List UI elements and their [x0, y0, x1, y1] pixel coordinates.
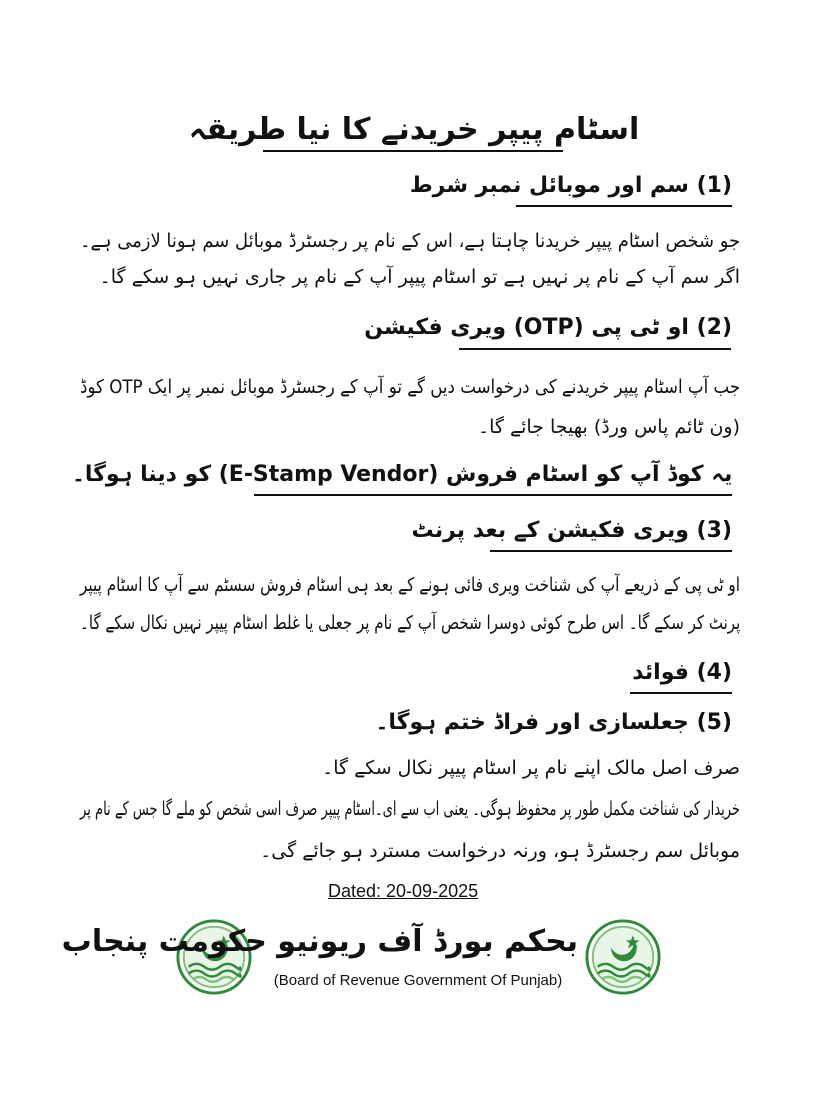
section-1-heading: (1) سم اور موبائل نمبر شرط — [409, 173, 732, 198]
section-3-line-2: پرنٹ کر سکے گا۔ اس طرح کوئی دوسرا شخص آپ کے نام پر جعلی یا غلط اسٹام پیپر نہیں نکال سکے گا۔ — [79, 612, 740, 634]
page-title: اسٹام پیپر خریدنے کا نیا طریقہ — [188, 112, 640, 147]
section-5-line-2: خریدار کی شناخت مکمل طور پر محفوظ ہوگی۔ یعنی اب سے ای۔اسٹام پیپر صرف اسی شخص کو ملے گا جس کے نام پر — [80, 798, 740, 820]
section-2-line-2: (ون ٹائم پاس ورڈ) بھیجا جائے گا۔ — [477, 416, 740, 438]
footer-english-authority: (Board of Revenue Government Of Punjab) — [273, 972, 563, 989]
section-5-line-3: موبائل سم رجسٹرڈ ہو، ورنہ درخواست مسترد ہو جائے گی۔ — [260, 840, 740, 862]
section-1-underline — [516, 205, 732, 207]
section-2-underline — [459, 348, 731, 350]
section-3-heading: (3) ویری فکیشن کے بعد پرنٹ — [411, 518, 732, 543]
footer-urdu-authority: بحکم بورڈ آف ریونیو حکومت پنجاب — [61, 924, 578, 959]
dated-label: Dated: 20-09-2025 — [328, 881, 479, 901]
section-3-line-1: او ٹی پی کے ذریعے آپ کی شناخت ویری فائی ہونے کے بعد ہی اسٹام فروش سسٹم سے آپ کا اسٹام پیپر — [79, 574, 740, 596]
section-4-heading: (4) فوائد — [632, 660, 732, 685]
section-5-heading: (5) جعلسازی اور فراڈ ختم ہوگا۔ — [375, 710, 732, 735]
section-4-underline — [630, 692, 732, 694]
section-3-underline — [490, 550, 732, 552]
section-5-line-1: صرف اصل مالک اپنے نام پر اسٹام پیپر نکال سکے گا۔ — [322, 757, 740, 779]
punjab-government-emblem-icon — [584, 918, 662, 996]
vendor-note: یہ کوڈ آپ کو اسٹام فروش (E-Stamp Vendor) کو دینا ہوگا۔ — [71, 462, 732, 487]
section-2-line-1: جب آپ اسٹام پیپر خریدنے کی درخواست دیں گے تو آپ کے رجسٹرڈ موبائل نمبر پر ایک OTP کوڈ — [79, 376, 740, 398]
title-underline — [263, 150, 563, 152]
section-1-line-2: اگر سم آپ کے نام پر نہیں ہے تو اسٹام پیپر آپ کے نام پر جاری نہیں ہو سکے گا۔ — [99, 266, 740, 288]
section-2-heading: (2) او ٹی پی (OTP) ویری فکیشن — [364, 315, 732, 340]
section-1-line-1: جو شخص اسٹام پیپر خریدنا چاہتا ہے، اس کے نام پر رجسٹرڈ موبائل سم ہونا لازمی ہے۔ — [79, 230, 740, 252]
vendor-note-underline — [254, 494, 732, 496]
